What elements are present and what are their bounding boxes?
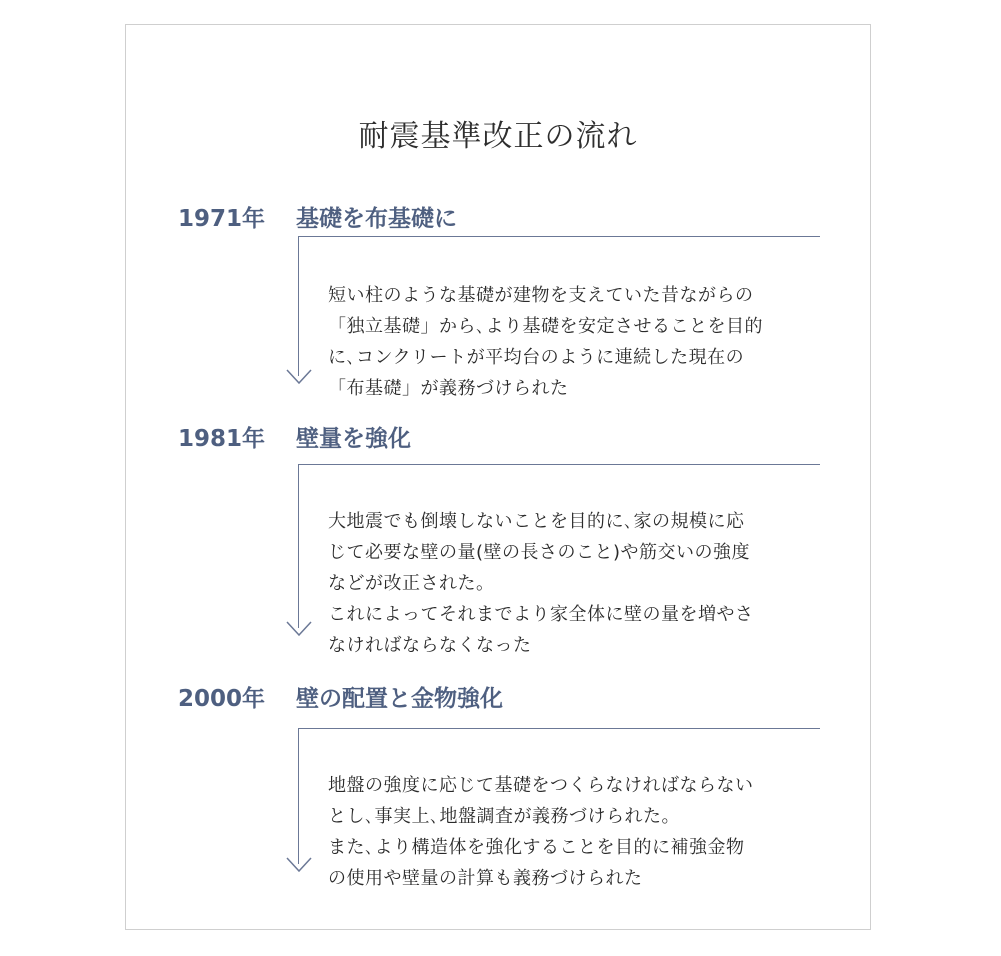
body-line: 大地震でも倒壊しないことを目的に､家の規模に応	[328, 511, 745, 532]
body-line: なければならなくなった	[328, 635, 532, 656]
section-title: 壁の配置と金物強化	[296, 686, 503, 712]
body-line: 「布基礎」が義務づけられた	[328, 378, 569, 399]
page-title: 耐震基準改正の流れ	[358, 119, 638, 154]
section-year: 1981年	[178, 426, 266, 452]
body-line: 「独立基礎」から､より基礎を安定させることを目的	[328, 316, 763, 337]
section-year: 2000年	[178, 686, 266, 712]
body-line: の使用や壁量の計算も義務づけられた	[328, 868, 643, 889]
section-body	[328, 280, 828, 404]
body-line: 短い柱のような基礎が建物を支えていた昔ながらの	[328, 285, 754, 306]
section-body	[328, 770, 828, 894]
section-body	[328, 506, 828, 661]
section-heading	[178, 680, 503, 713]
arrow-down-icon	[285, 368, 315, 386]
arrow-down-icon	[285, 856, 315, 874]
body-line: などが改正された。	[328, 573, 495, 594]
section-title: 基礎を布基礎に	[296, 206, 457, 232]
section-title: 壁量を強化	[296, 426, 411, 452]
body-line: に､コンクリートが平均台のように連続した現在の	[328, 347, 745, 368]
body-line: とし､事実上､地盤調査が義務づけられた。	[328, 806, 680, 827]
body-line: 地盤の強度に応じて基礎をつくらなければならない	[328, 775, 754, 796]
body-line: また､より構造体を強化することを目的に補強金物	[328, 837, 745, 858]
body-line: じて必要な壁の量(壁の長さのこと)や筋交いの強度	[328, 542, 751, 563]
section-heading	[178, 420, 411, 453]
section-year: 1971年	[178, 206, 266, 232]
content-panel	[125, 24, 871, 930]
body-line: これによってそれまでより家全体に壁の量を増やさ	[328, 604, 754, 625]
section-heading	[178, 200, 457, 233]
arrow-down-icon	[285, 620, 315, 638]
